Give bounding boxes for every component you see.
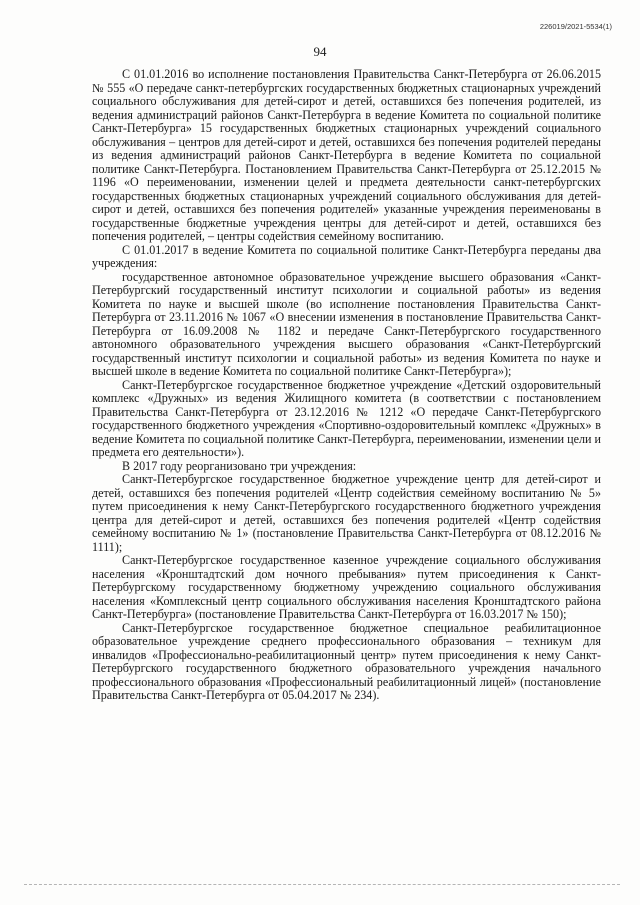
paragraph: С 01.01.2017 в ведение Комитета по социальной политике Санкт-Петербурга переданы два учреждения: bbox=[92, 242, 601, 270]
scan-edge-line bbox=[24, 884, 620, 885]
page-number: 94 bbox=[313, 44, 327, 59]
paragraph: Санкт-Петербургское государственное бюджетное учреждение «Детский оздоровительный комплекс «Дружных» из ведения Жилищного комитета (в соответствии с постановлением Правительства Санкт-Петербурга от 23.12.2016 № 1212 «О передаче Санкт-Петербургского государственного бюджетного учреждения «Спортивно-оздоровительный комплекс «Дружных» в ведение Комитета по социальной политике Санкт-Петербурга, переименовании, изменении цели и предмета его деятельности»). bbox=[92, 377, 601, 459]
paragraph: Санкт-Петербургское государственное бюджетное учреждение центр для детей-сирот и детей, оставшихся без попечения родителей «Центр содействия семейному воспитанию № 5» путем присоединения к нему Санкт-Петербургского государственного бюджетного учреждения центра для детей-сирот и детей, оставшихся без попечения родителей «Центр содействия семейному воспитанию № 1» (постановление Правительства Санкт-Петербурга от 08.12.2016 № 1111); bbox=[92, 472, 601, 554]
document-id: 226019/2021-5534(1) bbox=[539, 22, 612, 31]
paragraph: С 01.01.2016 во исполнение постановления Правительства Санкт-Петербурга от 26.06.2015 № 555 «О передаче санкт-петербургских государственных бюджетных стационарных учреждений социального обслуживания для детей-сирот и детей, оставшихся без попечения родителей, из ведения администраций районов Санкт-Петербурга в ведение Комитета по социальной политике Санкт-Петербурга» 15 государственных бюджетных стационарных учреждений социального обслуживания – центров для детей-сирот и детей, оставшихся без попечения родителей переданы из ведения администраций районов Санкт-Петербурга в ведение Комитета по социальной политике Санкт-Петербурга. Постановлением Правительства Санкт-Петербурга от 25.12.2015 № 1196 «О переименовании, изменении целей и предмета деятельности санкт-петербургских государственных бюджетных стационарных учреждений социального обслуживания для детей-сирот и детей, оставшихся без попечения родителей» указанные учреждения переименованы в государственные бюджетные учреждения центры для детей-сирот и детей, оставшихся без попечения родителей, – центры содействия семейному воспитанию. bbox=[92, 67, 601, 243]
paragraph: государственное автономное образовательное учреждение высшего образования «Санкт-Петербургский государственный институт психологии и социальной работы» из ведения Комитета по науке и высшей школе (во исполнение постановления Правительства Санкт-Петербурга от 23.11.2016 № 1067 «О внесении изменения в постановление Правительства Санкт-Петербурга от 16.09.2008 № 1182 и передаче Санкт-Петербургского государственного автономного образовательного учреждения высшего образования «Санкт-Петербургский государственный институт психологии и социальной работы» из ведения Комитета по науке и высшей школе в ведение Комитета по социальной политике Санкт-Петербурга»); bbox=[92, 269, 601, 378]
paragraph: Санкт-Петербургское государственное казенное учреждение социального обслуживания населения «Кронштадтский дом ночного пребывания» путем присоединения к Санкт-Петербургскому государственному бюджетному учреждению социального обслуживания населения «Комплексный центр социального обслуживания населения Кронштадтского района Санкт-Петербурга» (постановление Правительства Санкт-Петербурга от 16.03.2017 № 150); bbox=[92, 553, 601, 621]
document-body bbox=[92, 68, 601, 703]
paragraph: Санкт-Петербургское государственное бюджетное специальное реабилитационное образовательное учреждение среднего профессионального образования – техникум для инвалидов «Профессионально-реабилитационный центр» путем присоединения к нему Санкт-Петербургского государственного бюджетного образовательного учреждения начального профессионального образования «Профессиональный реабилитационный лицей» (постановление Правительства Санкт-Петербурга от 05.04.2017 № 234). bbox=[92, 620, 601, 702]
paragraph: В 2017 году реорганизовано три учреждения: bbox=[122, 458, 357, 473]
